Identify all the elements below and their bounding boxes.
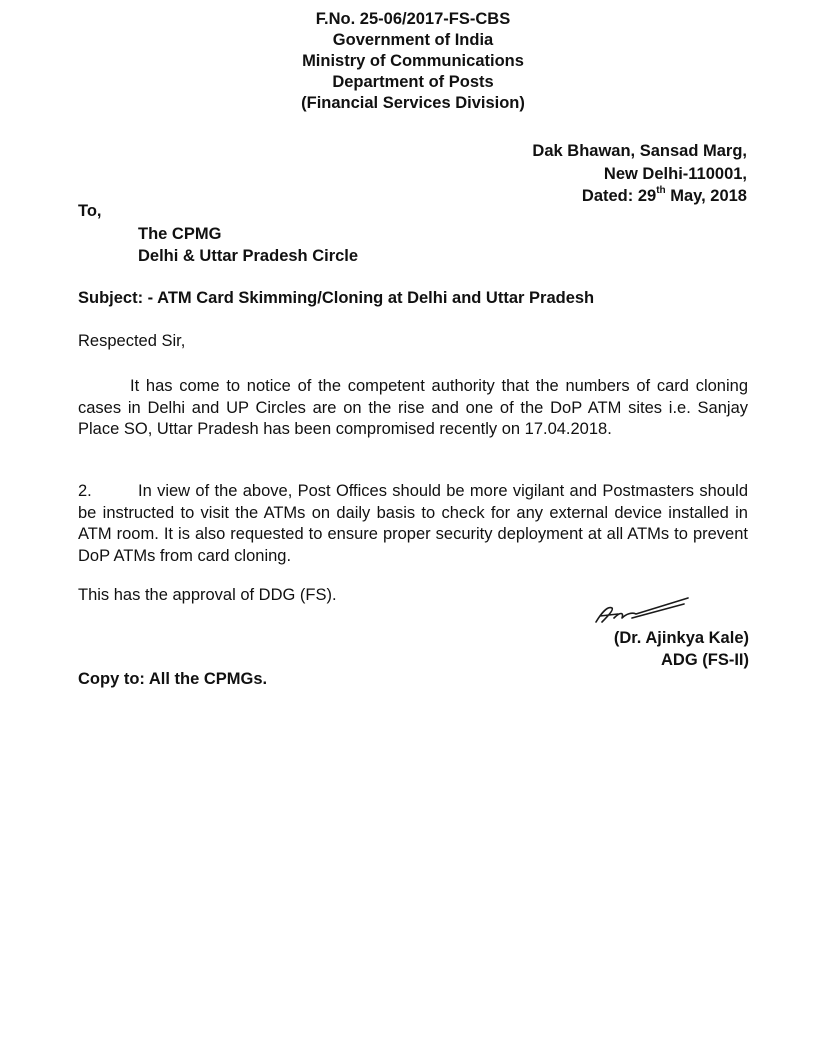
address-line-2: New Delhi-110001, [603,164,747,183]
date-rest: May, 2018 [665,187,747,205]
addressee-block [138,223,358,267]
sender-address [532,140,747,208]
addressee-circle: Delhi & Uttar Pradesh Circle [138,247,359,265]
department-name: Department of Posts [332,73,494,91]
division-name: (Financial Services Division) [301,94,525,112]
letter-date [532,185,747,208]
paragraph-2-text: In view of the above, Post Offices should be more vigilant and Postmasters should be instructed to visit the ATMs on daily basis to check for any external device installed in ATM room. It is also requested to ensure proper security deployment at all ATMs to prevent DoP ATMs from card cloning. [78,482,748,565]
subject-line: Subject: - ATM Card Skimming/Cloning at Delhi and Uttar Pradesh [78,289,595,307]
salutation: Respected Sir, [78,332,186,350]
ministry-name: Ministry of Communications [302,52,524,70]
approval-note: This has the approval of DDG (FS). [78,586,337,604]
paragraph-2 [78,481,748,567]
paragraph-2-number: 2. [78,482,92,500]
copy-to-line: Copy to: All the CPMGs. [78,670,268,688]
file-number: F.No. 25-06/2017-FS-CBS [315,10,511,28]
letter-header [0,9,826,114]
date-prefix: Dated: 29 [581,187,657,205]
address-line-1: Dak Bhawan, Sansad Marg, [532,142,747,160]
paragraph-1: It has come to notice of the competent authority that the numbers of card cloning cases in Delhi and UP Circles are on the rise and one of the DoP ATM sites i.e. Sanjay Place SO, Uttar Pradesh has been compromised recently on 17.04.2018. [78,377,748,438]
to-label: To, [78,202,102,220]
government-name: Government of India [332,31,494,49]
addressee-name: The CPMG [138,225,222,243]
signatory-designation: ADG (FS-II) [661,651,749,669]
signatory-name: (Dr. Ajinkya Kale) [613,629,749,647]
date-ordinal: th [656,184,666,196]
signatory-block [614,627,749,671]
